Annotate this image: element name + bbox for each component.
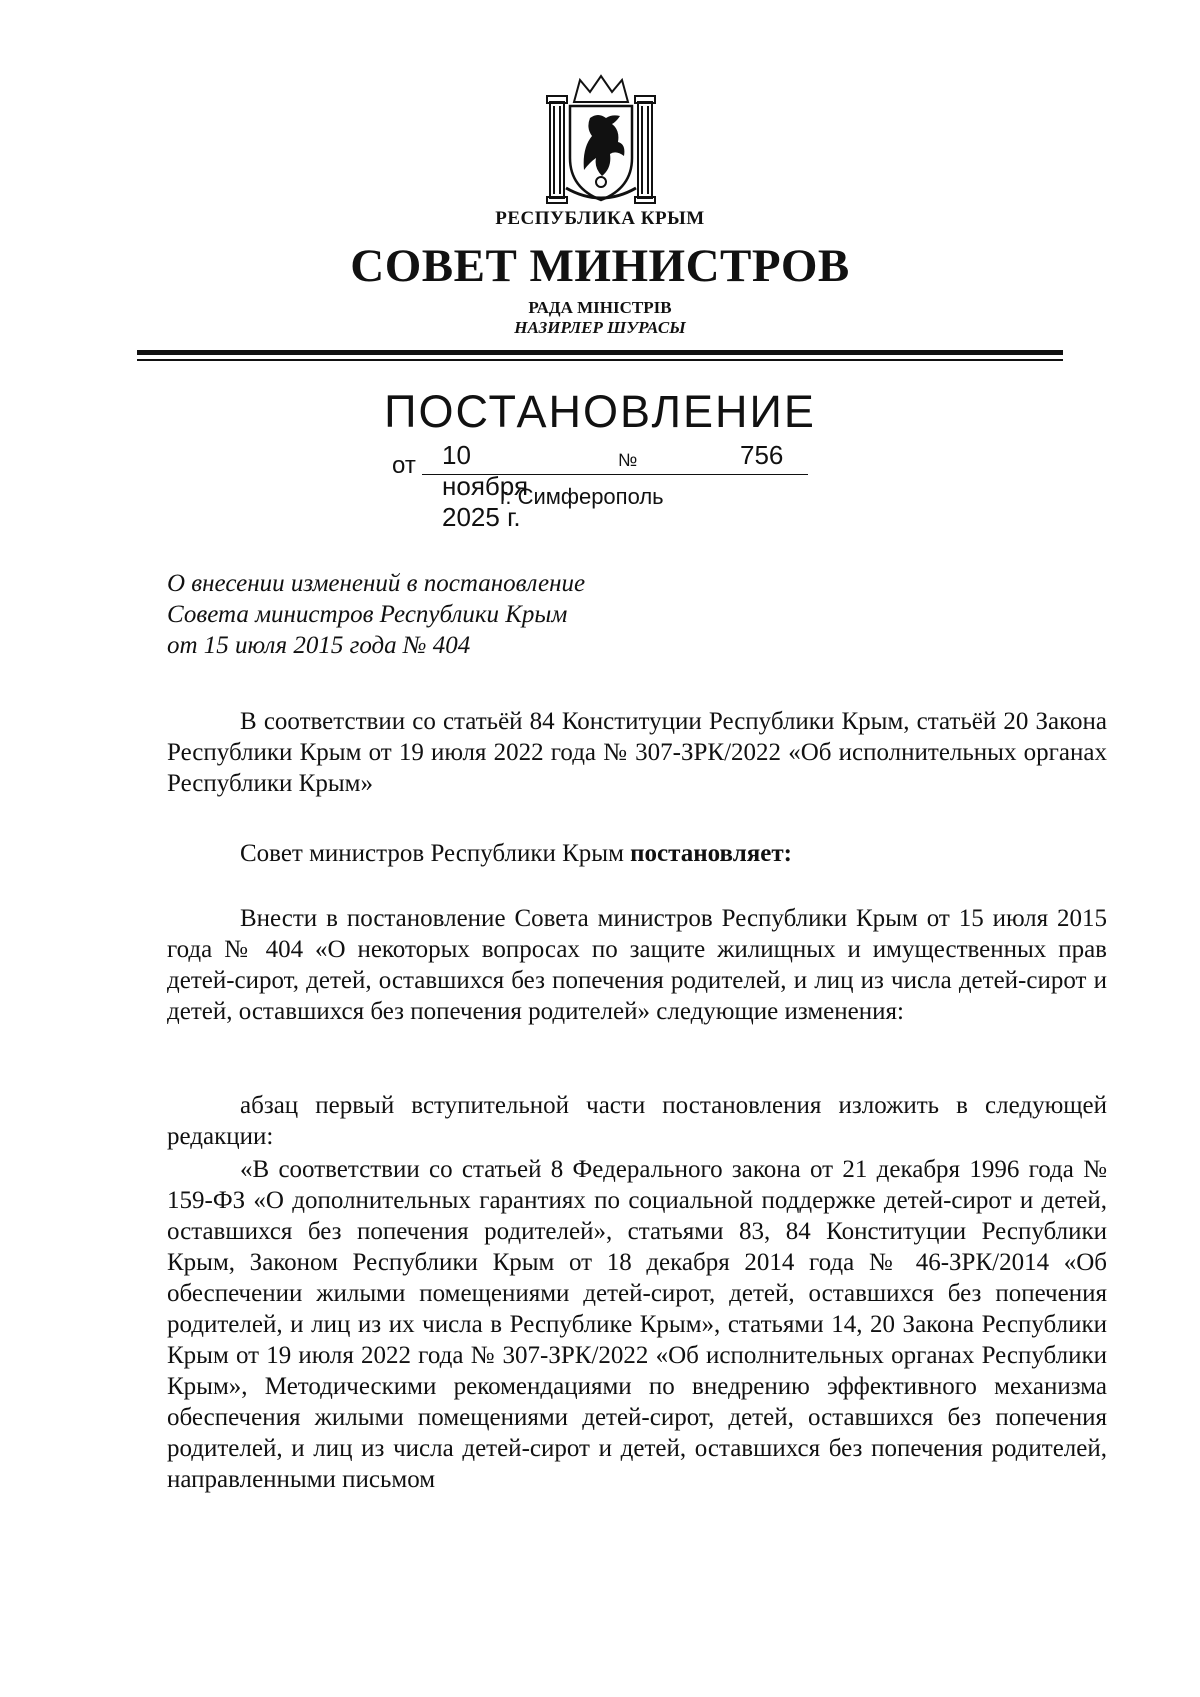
title-line: от 15 июля 2015 года № 404 [167,632,471,659]
decree-number: 756 [740,440,784,470]
header-rule-thick [137,350,1063,355]
council-name-crimean-tatar: НАЗИРЛЕР ШУРАСЫ [514,318,686,337]
coat-of-arms-icon [546,72,656,206]
header-rule-thin [137,359,1063,361]
paragraph-text: абзац первый вступительной части постановления изложить в следующей редакции: [167,1092,1107,1150]
republic-name: РЕСПУБЛИКА КРЫМ [495,208,705,229]
number-label: № [618,450,638,470]
decree-title [167,568,585,661]
city: г. Симферополь [500,484,664,509]
paragraph-amendment [167,903,1107,1027]
document-type: ПОСТАНОВЛЕНИЕ [384,386,816,437]
decree-date: 10 ноября 2025 г. [442,440,529,532]
paragraph-resolves [167,838,1107,869]
paragraph-text: Внести в постановление Совета министров Республики Крым от 15 июля 2015 года № 404 «О некоторых вопросах по защите жилищных и имущественных прав детей-сирот, детей, оставшихся без попечения родителей, и лиц из числа детей-сирот и детей, оставшихся без попечения родителей» следующие изменения: [167,905,1107,1025]
from-label: от [392,452,416,479]
resolves-keyword: постановляет: [630,840,792,867]
paragraph-instruction [167,1090,1107,1152]
council-name-ukrainian: РАДА МІНІСТРІВ [528,298,672,317]
title-line: О внесении изменений в постановление [167,570,586,597]
paragraph-text: «В соответствии со статьей 8 Федерального закона от 21 декабря 1996 года № 159-ФЗ «О дополнительных гарантиях по социальной поддержке детей-сирот и детей, оставшихся без попечения родителей», статьями 83, 84 Конституции Республики Крым, Законом Республики Крым от 18 декабря 2014 года № 46-ЗРК/2014 «Об обеспечении жилыми помещениями детей-сирот, детей, оставшихся без попечения родителей, и лиц из их числа в Республике Крым», статьями 14, 20 Закона Республики Крым от 19 июля 2022 года № 307-ЗРК/2022 «Об исполнительных органах Республики Крым», Методическими рекомендациями по внедрению эффективного механизма обеспечения жилыми помещениями детей-сирот, детей, оставшихся без попечения родителей, и лиц из числа детей-сирот и детей, оставшихся без попечения родителей, направленными письмом [167,1156,1107,1493]
resolves-prefix: Совет министров Республики Крым [240,840,631,867]
paragraph-text [167,838,1107,869]
paragraph-text: В соответствии со статьёй 84 Конституции Республики Крым, статьёй 20 Закона Республики Крым от 19 июля 2022 года № 307-ЗРК/2022 «Об исполнительных органах Республики Крым» [167,708,1107,797]
title-line: Совета министров Республики Крым [167,601,568,628]
council-name: СОВЕТ МИНИСТРОВ [350,240,850,292]
paragraph-basis [167,706,1107,799]
paragraph-new-wording [167,1154,1107,1495]
